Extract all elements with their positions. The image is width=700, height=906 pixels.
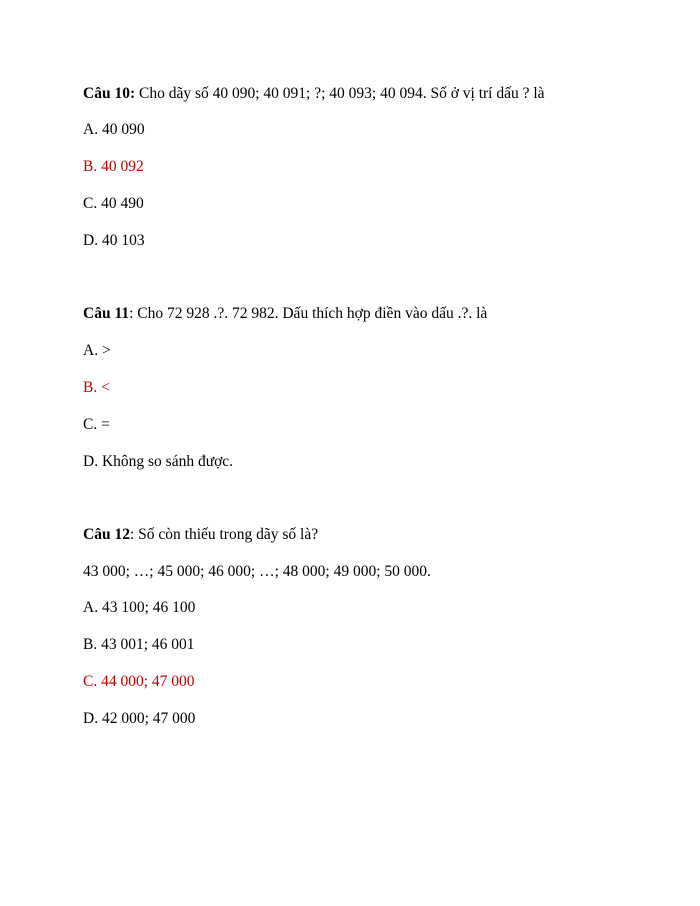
question-12-option-a: A. 43 100; 46 100 (83, 599, 196, 616)
question-11-option-c: C. = (83, 416, 110, 433)
question-12-option-d: D. 42 000; 47 000 (83, 710, 196, 727)
question-12-stem (83, 525, 318, 545)
question-11-label: Câu 11 (83, 305, 130, 322)
question-12-label: Câu 12 (83, 526, 130, 543)
question-10-option-a: A. 40 090 (83, 121, 145, 138)
question-11-stem (83, 304, 487, 324)
question-12-option-c: C. 44 000; 47 000 (83, 673, 195, 690)
question-11-text: : Cho 72 928 .?. 72 982. Dấu thích hợp điền vào dấu .?. là (129, 305, 488, 322)
question-10-text: Cho dãy số 40 090; 40 091; ?; 40 093; 40 094. Số ở vị trí dấu ? là (135, 85, 545, 102)
question-10-option-d: D. 40 103 (83, 232, 145, 249)
question-10-label: Câu 10: (83, 85, 136, 102)
question-12-option-b: B. 43 001; 46 001 (83, 636, 195, 653)
question-11-option-d: D. Không so sánh được. (83, 453, 234, 470)
question-11-option-b: B. < (83, 379, 110, 396)
question-10-stem (83, 84, 545, 104)
question-12-text: : Số còn thiếu trong dãy số là? (129, 526, 319, 543)
question-10-option-b: B. 40 092 (83, 158, 144, 175)
question-10-option-c: C. 40 490 (83, 195, 144, 212)
question-11-option-a: A. > (83, 342, 111, 359)
question-12-sequence: 43 000; …; 45 000; 46 000; …; 48 000; 49 000; 50 000. (83, 563, 431, 580)
